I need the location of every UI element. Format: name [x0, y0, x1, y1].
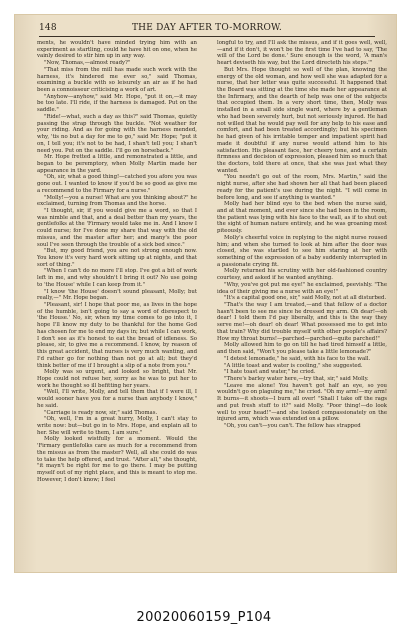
- left-text-column: [37, 40, 197, 565]
- paragraph: ments, he wouldn't have minded trying him with an experiment as startling, could he have hit on one, when he vainly desired to stir him up in any way.: [37, 40, 197, 60]
- paragraph: "Why, you've got put me eye!" he exclaimed, peevishly. "The idea of their giving me a nurse with an eye!": [217, 281, 387, 295]
- paragraph: "Leave me alone! You haven't got half an eye, so you wouldn't go on plaguing me," he cried. "Oh my arm!—my arm! It burns—it shoots—I burn all over! "Shall I take off the rags and put fresh stuff to it?" said Molly. "Poor thing!—do look well to your head!"—and she looked compassionately on the injured arm, which was extended on a pillow.: [217, 382, 387, 423]
- paragraph: "I know 'the House' doesn't sound pleasant, Molly; but really,—" Mr. Hope began.: [37, 288, 197, 302]
- paragraph: "Now, Thomas,—almost ready?": [44, 60, 131, 67]
- book-page: [14, 14, 397, 573]
- paragraph: longful to try, and I'll ask the missus, and if it goes well, well,—and if it don't, it won't be the first time I've had to say, 'The will of the Lord be done.' Sure enough is the word, 'A man's heart deviseth his way, but the Lord directeth his steps.'": [217, 40, 387, 67]
- paragraph: "Molly!—you a nurse! What are you thinking about?" he exclaimed, turning from Thomas and the horse.: [37, 194, 197, 208]
- running-title: THE DAY AFTER TO-MORROW.: [131, 23, 282, 33]
- paragraph: "A little toast and water is cooling," she suggested.: [224, 362, 363, 369]
- paragraph: "That's the way I am treated,—and that fellow of a doctor hasn't been to see me since he dressed my arm. Oh dear!—oh dear! I told them I'd pay liberally, and this is the way they serve me!—oh dear! oh dear! What possessed me to get into that train? Why did trouble myself with other people's affairs? How my throat burns!—parched—parched—quite parched!": [217, 302, 387, 342]
- paragraph: Molly was so urgent, and looked so bright, that Mr. Hope could not refuse her, sorry as he was to put her to work he thought so ill befitting her years.: [37, 369, 197, 389]
- paragraph: "Oh, you can't—you can't. The fellow has strapped: [224, 422, 361, 429]
- header-rule: [39, 36, 375, 37]
- paragraph: Molly's cheerful voice in replying to the night nurse roused him; and when she turned to look at him after the door was closed, she was startled to see him staring at her with something of the expression of a baby suddenly interrupted in a passionate crying fit.: [217, 234, 387, 268]
- paragraph: "But, my good friend, you are not strong enough now. You know it's very hard work sitting up at nights, and that sort of thing.": [37, 248, 197, 268]
- paragraph: "Anyhow—anyhow," said Mr. Hope, "put it on,—it may be too late. I'll ride, if the harness is damaged. Put on the saddle.": [37, 93, 197, 114]
- paragraph: "Well, I'll write, Molly, and tell them that if I were ill, I would sooner have you for a nurse than anybody I know," he said.: [37, 389, 197, 409]
- right-text-column: [217, 40, 387, 565]
- paragraph: "I detest lemonade," he said, with his face to the wall.: [224, 355, 371, 362]
- paragraph: But Mrs. Hope thought so well of the plan, knowing the energy of the old woman, and how well she was adapted for a nurse, that her letter was quite successful. It happened that the Board was sitting at the time she made her appearance at the Infirmary, and the dearth of help was one of the subjects that occupied them. In a very short time, then, Molly was installed in a small side single ward, where by a gentleman who had been severely hurt, but not seriously injured. He had not willed that he would pay well for any help to his ease and comfort, and had been treated accordingly; but his specimen he had given of his irritable temper and impatient spirit had made it doubtful if any nurse would attend him to his satisfaction. His pleasant face, her cheery tone, and a certain firmness and decision of expression, pleased him so much that the doctors, told there at once, that she was just what they wanted.: [217, 66, 387, 174]
- paragraph: "Pleasant, sir! I hope that poor me, as lives in the hope of the humble, isn't going to say a word of disrespect to 'the House.' No, sir, when my time comes to go into it, I hope I'll know my duty to be thankful for the home God has chosen for me to end my days in; but while I can work, I don't see as it's honest to eat the bread of idleness. So please, sir, to give me a recommend. I know, by reason of this great accident, that nurses is very much wanting, and I'd rather go for nothing than not go at all; but they'd think better of me if I brought a slip of a note from you.": [37, 302, 197, 369]
- paragraph: "You needn't go out of the room, Mrs. Martin," said the night nurse, after she had shown her all that had been placed ready for the patient's use during the night. "I will come in before long, and see if anything is wanted.": [217, 174, 387, 201]
- paragraph: Molly returned his scrutiny with her old-fashioned country courtesy, and asked if he wanted anything.: [217, 268, 387, 282]
- paragraph: Mr. Hope fretted a little, and remonstrated a little, and began to be peremptory, when Molly Martin made her appearance in the yard.: [37, 154, 197, 174]
- paragraph: Molly looked wistfully for a moment. Would the 'Firmary gentlefolks care as much for a recommend from the missus as from the master? Well, all she could do was to take the help offered, and trust. "After all," she thought, "it mayn't be right for me to go there. I may be putting myself out of my right place, and this is meant to stop me. However, I don't know; I feel: [37, 436, 197, 483]
- paragraph: "That miss from the mill has made such work with the harness, it's hindered me ever so," said Thomas, examining a buckle with so leisurely an air as if he had been a connoisseur criticising a work of art.: [37, 66, 197, 94]
- page-number: 148: [39, 23, 57, 33]
- paragraph: "Carriage is ready now, sir," said Thomas.: [44, 409, 158, 416]
- paragraph: "There's barley water here,—try that, sir," said Molly.: [224, 375, 369, 382]
- paragraph: "Ride!—what, such a day as this?" said Thomas, quietly passing the strap through the buckle. "Not weather for your riding. And as for going with the harness mended, why, 'tis no but a day for me to go," said Mr. Hope; "put it on, I tell you; it's not to be had, I shan't tell you; I shan't need you. Put on the saddle. I'll go on horseback.": [37, 113, 197, 154]
- scan-id-label: 20020060159_P104: [136, 610, 272, 625]
- paragraph: "Oh, well, I'm in a great hurry, Molly, I can't stay to write now: but—but go in to Mrs. Hope, and explain all to her. She will write to them, I am sure.": [37, 416, 197, 436]
- paragraph: "I hate toast and water," he cried.: [224, 369, 316, 376]
- paragraph: "It's a capital good one, sir," said Molly, not at all disturbed.: [224, 295, 387, 302]
- paragraph: "When I can't do no more I'll stop. I've got a bit of work left in me, and why shouldn't I bring it out? No use going to 'the House' while I can keep from it.": [37, 268, 197, 288]
- paragraph: "I thought, sir, if you would give me a word, so that I was nimble and that, and a deal better than my years, the gentlefolks at the 'Firmary would take me in. And I know I could nurse; for I've done my share that way with the old missus, and the master after her; and many's the poor soul I've seen through the trouble of a sick bed since.": [37, 207, 197, 248]
- paragraph: Molly allowed him to go on till he had tired himself a little, and then said, "Won't you please take a little lemonade?": [217, 342, 387, 356]
- paragraph: "Oh, sir, what a good thing!—catched you afore you was gone out. I wanted to know if you'd be so good as give me a recommend to the Firmary for a nurse.": [37, 174, 197, 194]
- paragraph: Molly had her blind eye to the bed when the nurse said, and at that moment, and ever since she had been in the room, the patient was lying with his face to the wall, as if to shut out the sight of human nature entirely, and he was groaning most piteously.: [217, 201, 387, 235]
- page-header: [39, 23, 375, 35]
